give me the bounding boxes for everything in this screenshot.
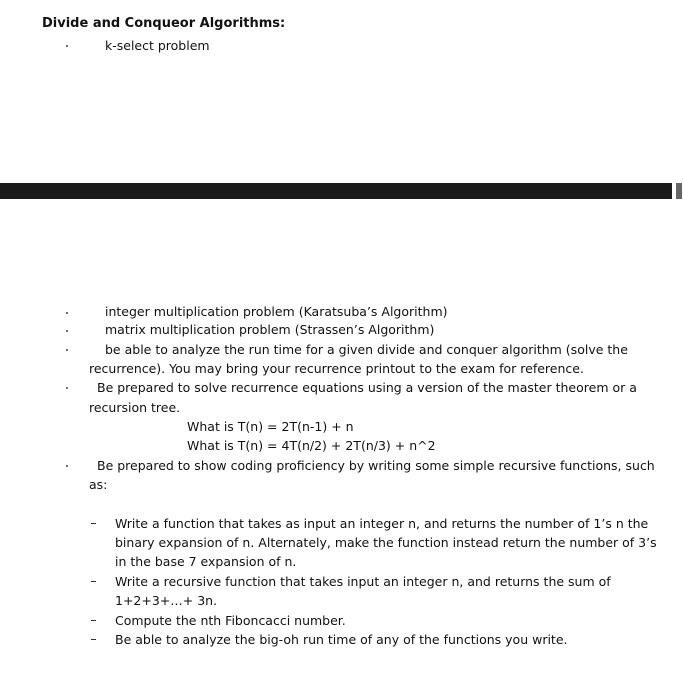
bullet-dot — [66, 465, 68, 467]
section-heading: Divide and Conqueor Algorithms: — [42, 16, 286, 31]
subitem-binary-line3: in the base 7 expansion of n. — [115, 554, 297, 569]
list-item-karatsuba: integer multiplication problem (Karatsuba’s Algorithm) — [105, 304, 448, 319]
bullet-dot — [66, 349, 68, 351]
subitem-binary-line2: binary expansion of n. Alternately, make the function instead return the number of 3’s — [115, 535, 657, 550]
bullet-dot — [66, 387, 68, 389]
subitem-sum-line2: 1+2+3+…+ 3n. — [115, 593, 218, 608]
bullet-dot — [66, 312, 68, 314]
equation-2: What is T(n) = 4T(n/2) + 2T(n/3) + n^2 — [187, 438, 436, 453]
list-item-coding-line2: as: — [89, 477, 108, 492]
list-item-runtime-line1: be able to analyze the run time for a given divide and conquer algorithm (solve the — [105, 342, 628, 357]
list-item-runtime-line2: recurrence). You may bring your recurrence printout to the exam for reference. — [89, 361, 584, 376]
subitem-big-oh: Be able to analyze the big-oh run time of any of the functions you write. — [115, 632, 568, 647]
dash-bullet — [91, 639, 96, 640]
subitem-binary-line1: Write a function that takes as input an integer n, and returns the number of 1’s n the — [115, 516, 649, 531]
list-item-coding-line1: Be prepared to show coding proficiency by writing some simple recursive functions, such — [97, 458, 655, 473]
dash-bullet — [91, 523, 96, 524]
bullet-dot — [66, 45, 68, 47]
list-item-recurrence-line1: Be prepared to solve recurrence equations using a version of the master theorem or a — [97, 380, 637, 395]
dash-bullet — [91, 620, 96, 621]
list-item-strassen: matrix multiplication problem (Strassen’s Algorithm) — [105, 322, 435, 337]
separator-bar — [0, 183, 672, 199]
dash-bullet — [91, 581, 96, 582]
list-item-k-select: k-select problem — [105, 38, 210, 53]
bullet-dot — [66, 330, 68, 332]
separator-bar-end — [676, 183, 682, 199]
subitem-fibonacci: Compute the nth Fiboncacci number. — [115, 613, 346, 628]
subitem-sum-line1: Write a recursive function that takes input an integer n, and returns the sum of — [115, 574, 611, 589]
equation-1: What is T(n) = 2T(n-1) + n — [187, 419, 354, 434]
list-item-recurrence-line2: recursion tree. — [89, 400, 181, 415]
